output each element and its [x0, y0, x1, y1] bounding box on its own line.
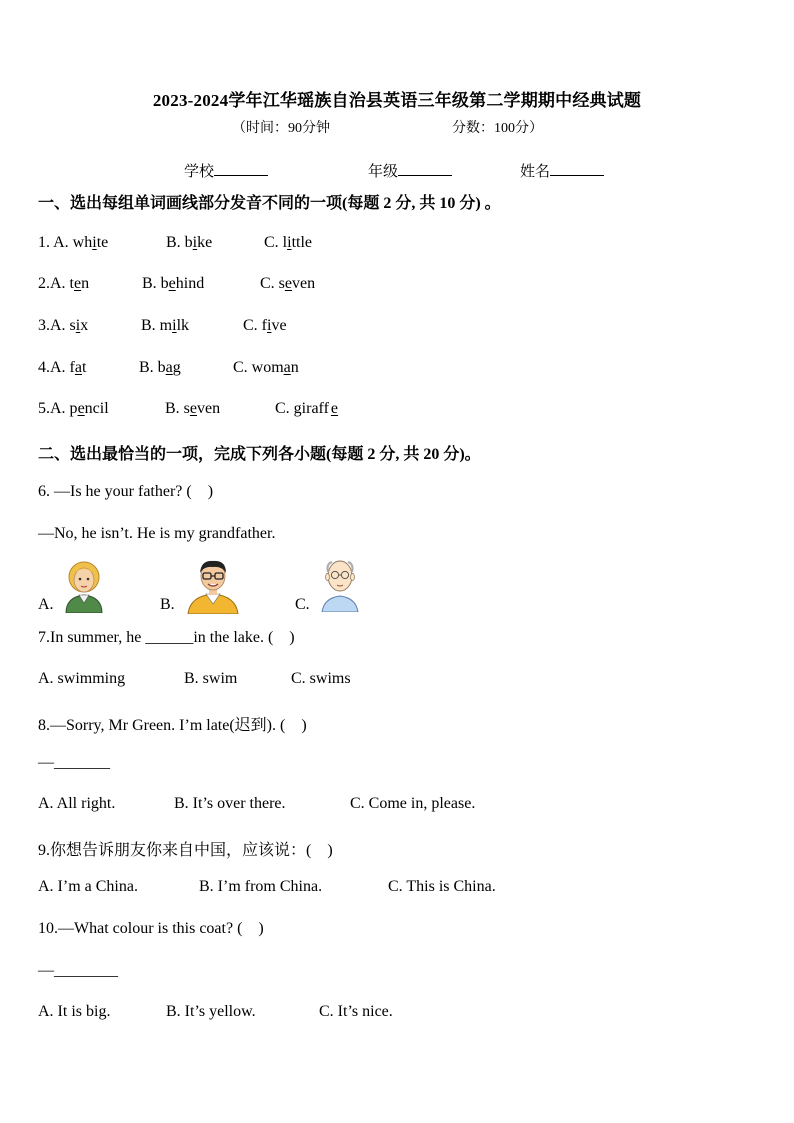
option-b: B. milk: [141, 317, 190, 334]
question-10-stem: 10.—What colour is this coat? ( ): [38, 920, 264, 937]
option-c: C. It’s nice.: [319, 1003, 393, 1020]
option-a: A. It is big.: [38, 1003, 111, 1020]
option-b: B. seven: [165, 400, 221, 417]
exam-time: （时间：90分钟: [232, 121, 330, 136]
option-a: A. pencil: [50, 400, 109, 417]
question-10-reply: —________: [38, 962, 118, 979]
name-field: [520, 160, 604, 181]
question-number: 4.: [38, 359, 50, 376]
name-label: 姓名: [520, 164, 551, 180]
school-label: 学校: [184, 164, 215, 180]
option-c: C. little: [264, 234, 313, 251]
option-a: A. fat: [50, 359, 87, 376]
question-7-stem: 7.In summer, he ______in the lake. ( ): [38, 629, 295, 646]
question-number: 3.: [38, 317, 50, 334]
option-b: B. behind: [142, 275, 205, 292]
grandfather-portrait-icon[interactable]: [318, 556, 362, 612]
option-b: B. bag: [139, 359, 181, 376]
man-with-glasses-portrait-icon[interactable]: [186, 556, 240, 614]
section1-heading: 一、选出每组单词画线部分发音不同的一项(每题 2 分, 共 10 分) 。: [38, 195, 501, 212]
page-title: 2023-2024学年江华瑶族自治县英语三年级第二学期期中经典试题: [152, 91, 642, 110]
grade-label: 年级: [368, 164, 399, 180]
option-b: B. I’m from China.: [199, 878, 323, 895]
grade-field: [368, 160, 452, 181]
grade-blank[interactable]: [398, 161, 452, 176]
option-b: B. It’s over there.: [174, 795, 286, 812]
question-4: [38, 359, 86, 377]
question-number: 2.: [38, 275, 50, 292]
option-c: C. five: [243, 317, 287, 334]
question-2: [38, 275, 89, 293]
option-a: A. white: [53, 234, 109, 251]
option-b-label: B.: [160, 596, 175, 613]
option-a: A. I’m a China.: [38, 878, 138, 895]
option-c-label: C.: [295, 596, 310, 613]
question-number: 5.: [38, 400, 50, 417]
question-8-stem: 8.—Sorry, Mr Green. I’m late(迟到). ( ): [38, 717, 307, 734]
option-b: B. bike: [166, 234, 213, 251]
option-c: C. Come in, please.: [350, 795, 476, 812]
woman-portrait-icon[interactable]: [62, 557, 106, 613]
question-9-stem: 9.你想告诉朋友你来自中国，应该说：( ): [38, 842, 333, 859]
exam-score: 分数：100分）: [452, 121, 543, 136]
question-5: [38, 400, 109, 418]
name-blank[interactable]: [550, 161, 604, 176]
question-6-stem: 6. —Is he your father? ( ): [38, 483, 214, 500]
option-a: A. All right.: [38, 795, 116, 812]
school-blank[interactable]: [214, 161, 268, 176]
section2-heading: 二、选出最恰当的一项，完成下列各小题(每题 2 分, 共 20 分)。: [38, 446, 481, 463]
option-a: A. ten: [50, 275, 90, 292]
option-c: C. woman: [233, 359, 299, 376]
option-c: C. This is China.: [388, 878, 496, 895]
option-a-label: A.: [38, 596, 54, 613]
question-6-reply: —No, he isn’t. He is my grandfather.: [38, 525, 276, 542]
question-number: 1.: [38, 234, 54, 251]
option-a: A. six: [50, 317, 89, 334]
question-8-reply: —_______: [38, 754, 110, 771]
option-b: B. It’s yellow.: [166, 1003, 256, 1020]
option-a: A. swimming: [38, 670, 126, 687]
question-1: [38, 234, 108, 252]
option-c: C. seven: [260, 275, 316, 292]
option-c: C. swims: [291, 670, 351, 687]
school-field: [184, 160, 268, 181]
question-3: [38, 317, 88, 335]
option-c: C. giraff e: [275, 400, 339, 417]
option-b: B. swim: [184, 670, 238, 687]
